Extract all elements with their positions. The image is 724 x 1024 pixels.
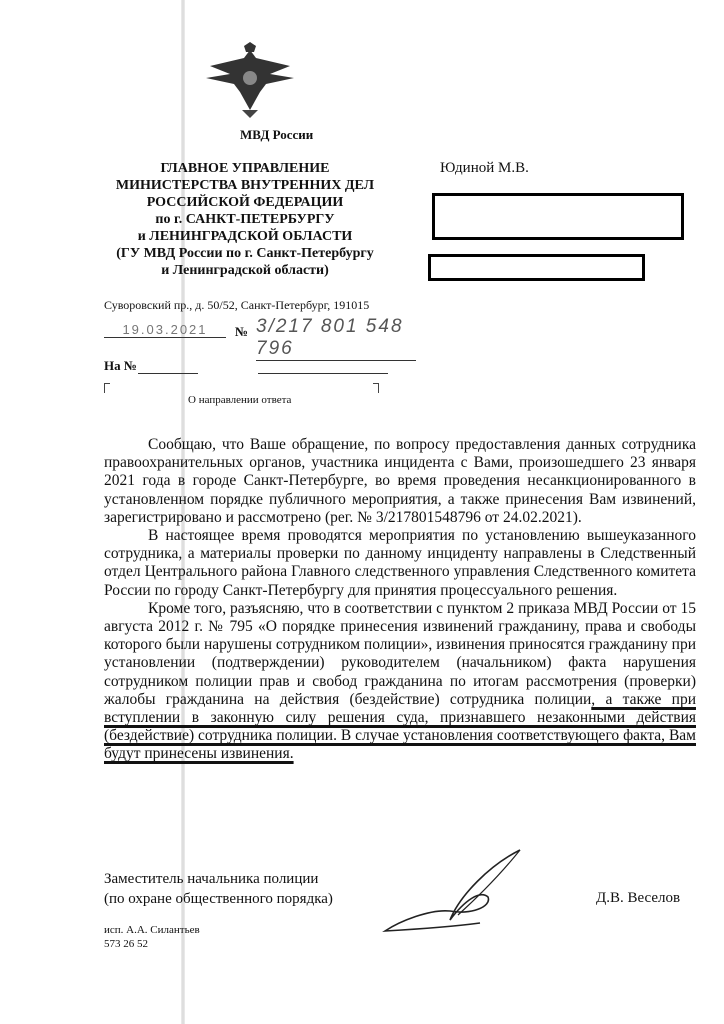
org-short-name: МВД России	[240, 127, 314, 142]
underlined-text: , а также при вступлении в законную силу решения суда, признавшего незаконными действия (бездействие) сотрудника полиции. В случае установления соответствующего факта, Вам будут принесены извинения.	[104, 690, 696, 763]
handwritten-signature	[380, 845, 560, 935]
subject-bracket-right	[373, 383, 379, 393]
org-line: ГЛАВНОЕ УПРАВЛЕНИЕ	[160, 161, 330, 176]
org-line: (ГУ МВД России по г. Санкт-Петербургу	[116, 246, 374, 261]
redacted-box	[432, 193, 684, 240]
paragraph: Сообщаю, что Ваше обращение, по вопросу предоставления данных сотрудника правоохранительных органов, участника инцидента с Вами, произошедшего 23 января 2021 года в городе Санкт-Петербурге, во время проведения несанкционированного в установленном порядке публичного мероприятия, а также принесения Вам извинений, зарегистрировано и рассмотрено (рег. № 3/217801548796 от 24.02.2021).	[104, 436, 696, 526]
org-line: МИНИСТЕРСТВА ВНУТРЕННИХ ДЕЛ	[115, 178, 375, 193]
letter-subject: О направлении ответа	[188, 394, 292, 406]
position-line: Заместитель начальника полиции	[104, 871, 319, 887]
executor-phone: 573 26 52	[104, 938, 148, 950]
letter-body	[104, 436, 696, 764]
reply-number-blank	[138, 373, 198, 374]
org-full-name	[95, 160, 395, 279]
letter-number: 3/217 801 548 796	[256, 316, 416, 361]
paragraph: В настоящее время проводятся мероприятия по установлению вышеуказанного сотрудника, а материалы проверки по данному инциденту направлены в Следственный отдел Центрального района Главного следственного управления Следственного комитета России по городу Санкт-Петербургу для принятия процессуального решения.	[104, 527, 696, 599]
number-label: №	[235, 324, 249, 339]
executor-info	[104, 923, 200, 951]
signatory-position	[104, 869, 333, 909]
reply-date-blank	[258, 373, 388, 374]
executor-name: исп. А.А. Силантьев	[104, 924, 200, 936]
signatory-name: Д.В. Веселов	[596, 890, 681, 906]
redacted-box	[428, 254, 645, 281]
org-line: и Ленинградской области)	[161, 263, 329, 278]
paragraph	[104, 600, 696, 764]
double-headed-eagle-emblem-icon	[200, 40, 300, 120]
paragraph-text: Кроме того, разъясняю, что в соответствии с пунктом 2 приказа МВД России от 15 августа 2012 г. № 795 «О порядке принесения извинений гражданину, права и свободы которого были нарушены сотрудником полиции», извинения приносятся гражданину при установлении (подтверждении) руководителем (начальником) факта нарушения сотрудником полиции прав и свобод гражданина по итогам рассмотрения (проверки) жалобы гражданина на действия (бездействие) сотрудника полиции	[104, 599, 696, 708]
org-line: и ЛЕНИНГРАДСКОЙ ОБЛАСТИ	[137, 229, 353, 244]
subject-bracket-left	[104, 383, 110, 393]
letter-date: 19.03.2021	[104, 322, 226, 338]
recipient-name: Юдиной М.В.	[440, 160, 529, 176]
org-address: Суворовский пр., д. 50/52, Санкт-Петербург, 191015	[104, 298, 370, 312]
reply-to-label: На №	[104, 358, 137, 373]
org-line: по г. САНКТ-ПЕТЕРБУРГУ	[155, 212, 335, 227]
org-line: РОССИЙСКОЙ ФЕДЕРАЦИИ	[146, 195, 344, 210]
position-line: (по охране общественного порядка)	[104, 891, 333, 907]
